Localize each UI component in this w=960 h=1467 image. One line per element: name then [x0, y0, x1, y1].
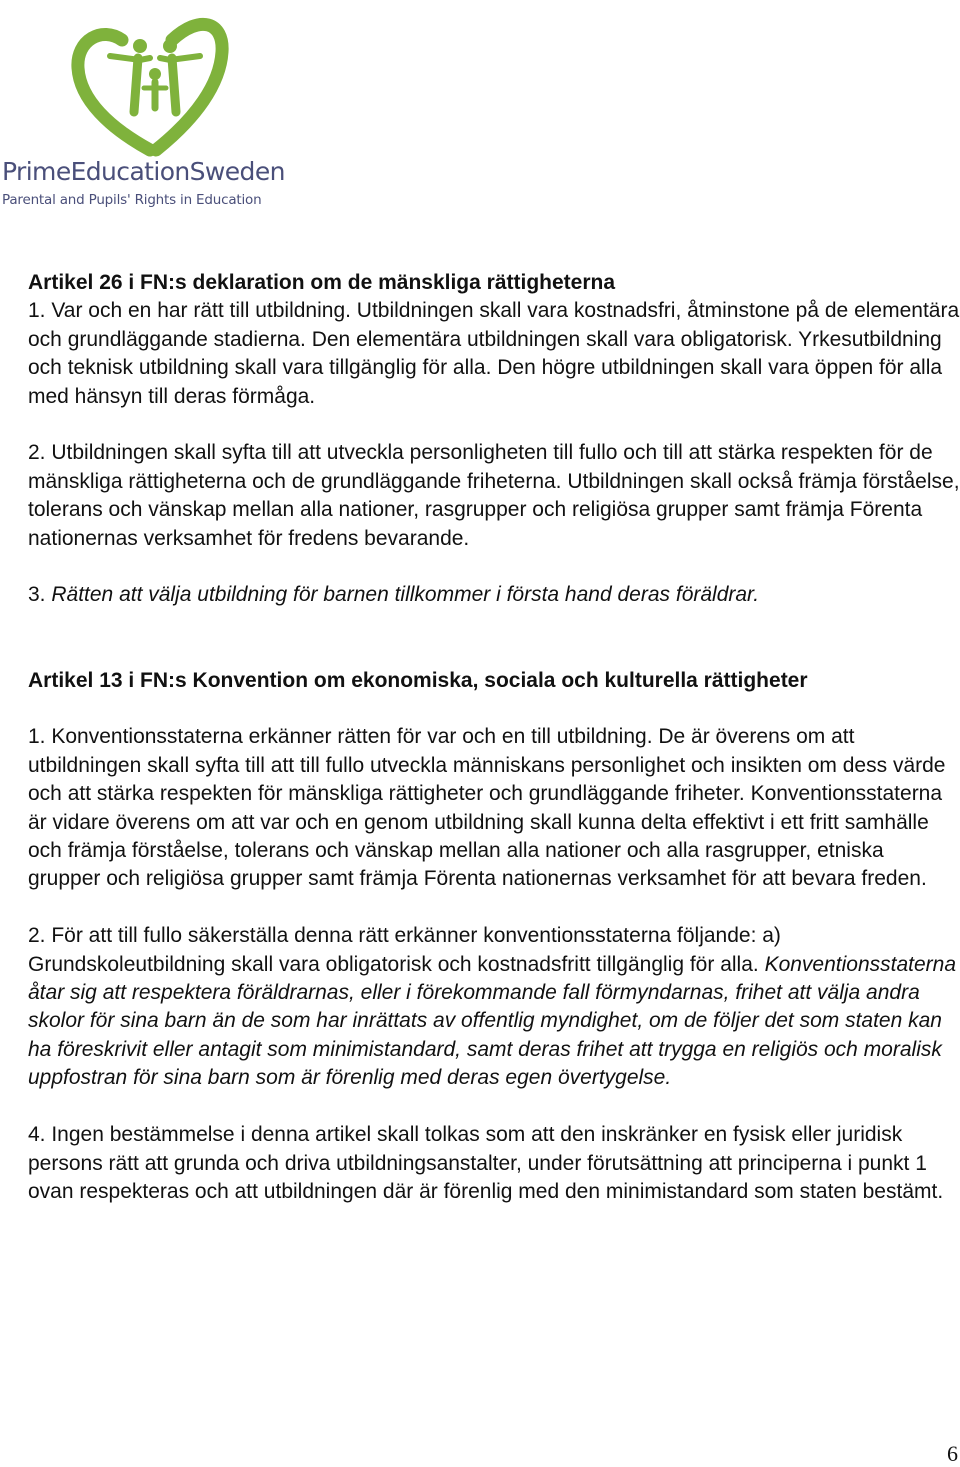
- document-body: [28, 269, 960, 1235]
- article-26-paragraph-2: 2. Utbildningen skall syfta till att utveckla personligheten till fullo och till att stärka respekten för de mänskliga rättigheterna och de grundläggande friheterna. Utbildningen skall också främja förståelse, tolerans och vänskap mellan alla nationer, rasgrupper och religiösa grupper samt främja Förenta nationernas verksamhet för fredens bevarande.: [28, 441, 960, 550]
- article-13-paragraph-2: [28, 922, 960, 1092]
- article-26-paragraph-3-text: Rätten att välja utbildning för barnen tillkommer i första hand deras föräldrar.: [51, 583, 760, 607]
- heart-with-family-icon: [0, 0, 300, 160]
- article-26-paragraph-3: [28, 581, 960, 609]
- article-26-section: [28, 269, 960, 610]
- article-26-heading: Artikel 26 i FN:s deklaration om de mänskliga rättigheterna: [28, 271, 616, 294]
- logo-brand-name: PrimeEducationSweden: [2, 157, 285, 186]
- article-13-paragraph-1: 1. Konventionsstaterna erkänner rätten för var och en till utbildning. De är överens om att utbildningen skall syfta till att till fullo utveckla människans personlighet och insikten om dess värde och att stärka respekten för mänskliga rättigheter och grundläggande friheter. Konventionsstaterna är vidare överens om att var och en genom utbildning skall kunna delta effektivt i ett fritt samhälle och främja förståelse, tolerans och vänskap mellan alla nationer och alla rasgrupper, etniska grupper och religiösa grupper samt främja Förenta nationernas verksamhet för att bevara freden.: [28, 725, 946, 891]
- logo-tagline: Parental and Pupils' Rights in Education: [2, 192, 262, 208]
- article-26-paragraph-3-number: 3.: [28, 583, 46, 607]
- article-13-paragraph-4: 4. Ingen bestämmelse i denna artikel skall tolkas som att den inskränker en fysisk eller juridisk persons rätt att grunda och driva utbildningsanstalter, under förutsättning att principerna i punkt 1 ovan respekteras och att utbildningen där är förenlig med den minimistandard som staten bestämt.: [28, 1123, 944, 1203]
- logo: [0, 0, 300, 215]
- page-number: 6: [947, 1441, 958, 1466]
- article-13-section: [28, 667, 960, 1207]
- article-13-paragraph-2-italic: Konventionsstaterna åtar sig att respektera föräldrarnas, eller i förekommande fall förmyndarnas, frihet att välja andra skolor för sina barn än de som har inrättats av offentlig myndighet, om de följer det som staten kan ha föreskrivit eller antagit som minimistandard, samt deras frihet att trygga en religiös och moralisk uppfostran för sina barn som är förenlig med deras egen övertygelse.: [28, 952, 957, 1090]
- article-26-paragraph-1: 1. Var och en har rätt till utbildning. Utbildningen skall vara kostnadsfri, åtminstone på de elementära och grundläggande stadierna. Den elementära utbildningen skall vara obligatorisk. Yrkesutbildning och teknisk utbildning skall vara tillgänglig för alla. Den högre utbildningen skall vara öppen för alla med hänsyn till deras förmåga.: [28, 299, 960, 408]
- article-13-paragraph-2-text: 2. För att till fullo säkerställa denna rätt erkänner konventionsstaterna följande: a) Grundskoleutbildning skall vara obligatorisk och kostnadsfritt tillgänglig för alla.: [28, 924, 781, 976]
- article-13-heading: Artikel 13 i FN:s Konvention om ekonomiska, sociala och kulturella rättigheter: [28, 668, 808, 692]
